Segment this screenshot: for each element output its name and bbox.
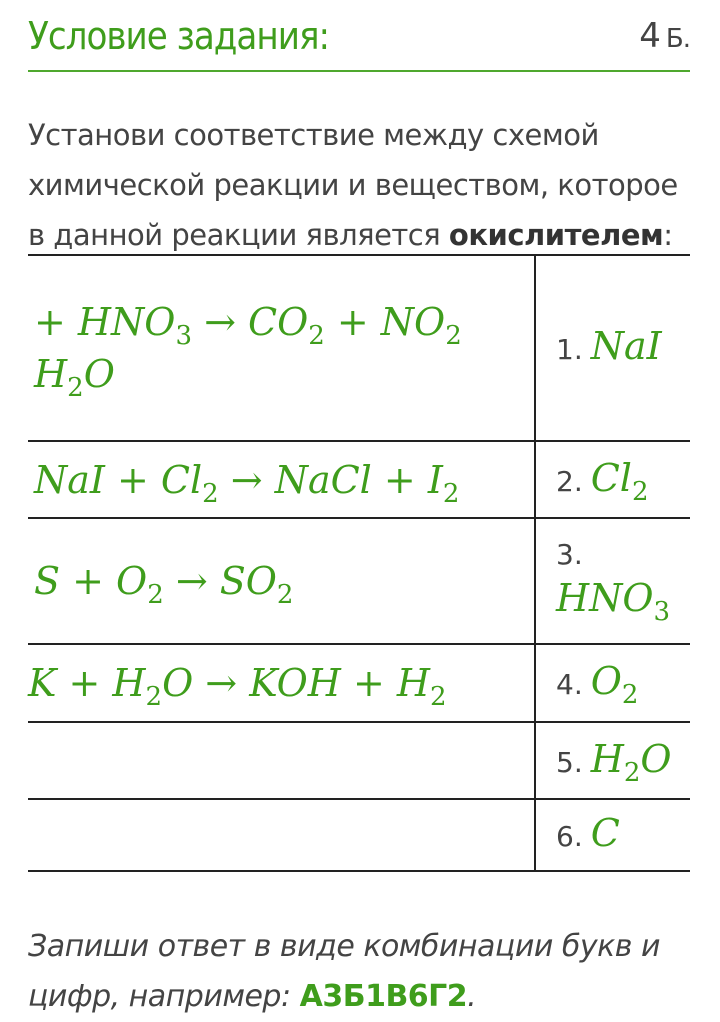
option-2: 2. $Cl_2$ xyxy=(556,455,649,507)
instruction-period: . xyxy=(467,979,477,1014)
option-1: 1. NaI xyxy=(556,324,662,368)
option-cell xyxy=(535,441,690,518)
option-cell xyxy=(535,255,690,441)
points-badge xyxy=(639,16,690,56)
answer-instruction xyxy=(28,922,698,1022)
table-row xyxy=(28,722,690,799)
reaction-equation: $K + H_2O$ → KOH + $H_2$ xyxy=(28,661,447,712)
reaction-cell-a xyxy=(28,255,535,441)
question-text xyxy=(28,110,698,260)
reaction-equation-continued: $H_2O$ xyxy=(34,352,115,403)
table-row xyxy=(28,644,690,722)
option-5: 5. $H_2O$ xyxy=(556,736,672,788)
reaction-equation: $S + O_2 \to SO_2$ xyxy=(34,559,294,610)
answer-example: А3Б1В6Г2 xyxy=(299,979,468,1014)
task-header xyxy=(28,8,690,64)
reaction-cell-v xyxy=(28,518,535,644)
question-text-after: : xyxy=(663,218,673,252)
matching-table xyxy=(28,254,690,872)
task-title: Условие задания: xyxy=(28,14,330,58)
question-emphasis: окислителем xyxy=(448,218,664,252)
reaction-cell-empty xyxy=(28,722,535,799)
table-row xyxy=(28,518,690,644)
option-cell xyxy=(535,722,690,799)
table-row xyxy=(28,799,690,871)
option-cell xyxy=(535,799,690,871)
question-text-before: Установи соответствие между схемой химической реакции и веществом, которое в данной реакции является xyxy=(28,118,678,252)
header-divider xyxy=(28,70,690,72)
reaction-equation: NaI + $Cl_2$ → NaCl + $I_2$ xyxy=(34,457,460,509)
points-value: 4 xyxy=(639,16,660,56)
option-6: 6. C xyxy=(556,811,620,855)
reaction-equation: + $HNO_3 \to CO_2 + NO_2$ xyxy=(34,300,462,351)
option-cell xyxy=(535,518,690,644)
table-row xyxy=(28,255,690,441)
points-unit: Б. xyxy=(665,24,690,54)
reaction-cell-b xyxy=(28,441,535,518)
option-4: 4. $O_2$ xyxy=(556,659,639,710)
option-3: 3. $HNO_3$ xyxy=(556,538,671,627)
instruction-text: Запиши ответ в виде комбинации букв и цифр, например: xyxy=(28,929,660,1014)
option-cell xyxy=(535,644,690,722)
reaction-cell-empty xyxy=(28,799,535,871)
reaction-cell-g xyxy=(28,644,535,722)
table-row xyxy=(28,441,690,518)
